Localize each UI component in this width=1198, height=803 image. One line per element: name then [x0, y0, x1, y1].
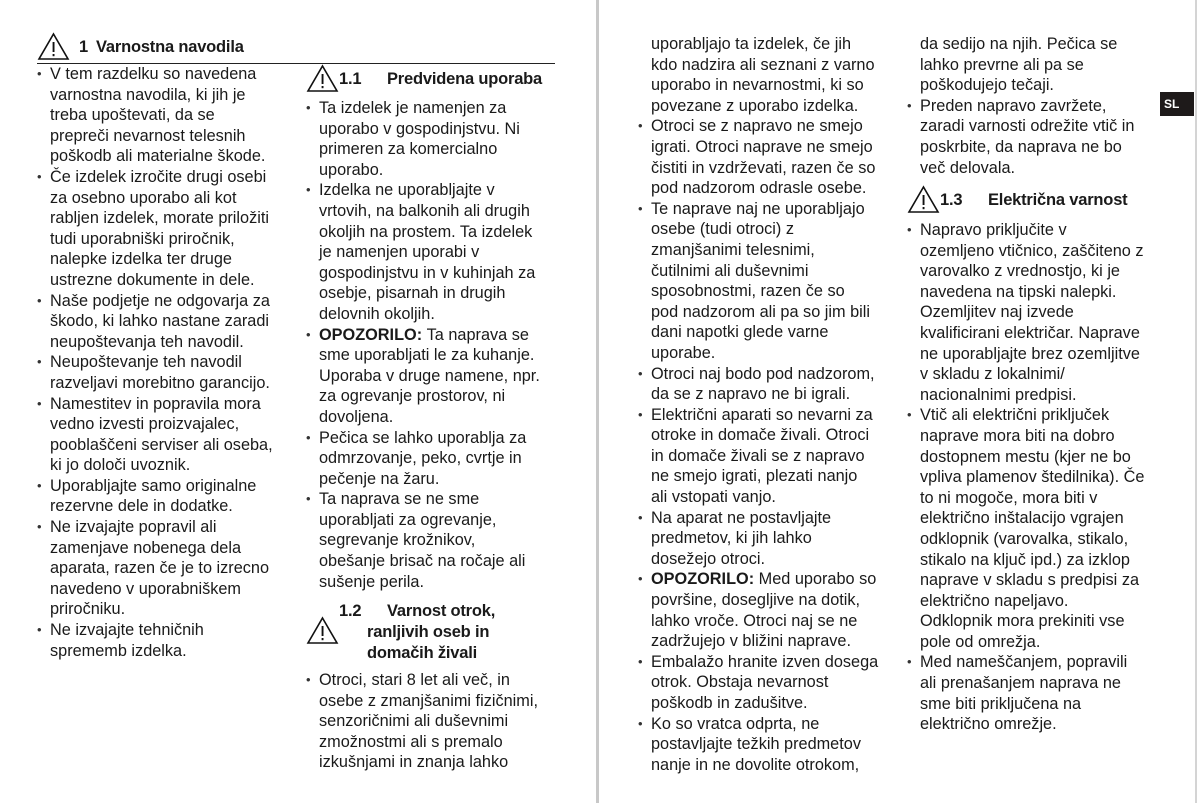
- text-line: vrtovih, na balkonih ali drugih: [319, 201, 530, 220]
- text-line: lahko prevrne ali pa se: [920, 55, 1084, 74]
- text-line: nanje in ne dovolite otrokom,: [651, 755, 860, 774]
- warning-icon: [306, 64, 339, 93]
- text-line: Če izdelek izročite drugi osebi: [50, 167, 267, 186]
- text-line: čistiti in vzdrževati, razen če so: [651, 158, 876, 177]
- text-line: sušenje perila.: [319, 572, 424, 591]
- text-line: Otroci naj bodo pod nadzorom,: [651, 364, 875, 383]
- list-item: [305, 180, 560, 324]
- text-line: Embalažo hranite izven dosega: [651, 652, 879, 671]
- warning-label: OPOZORILO:: [319, 325, 427, 344]
- text-line: obešanje brisač na ročaje ali: [319, 552, 526, 571]
- list-item: [36, 620, 296, 661]
- column-4: [906, 34, 1166, 178]
- text-line: Ta izdelek je namenjen za: [319, 99, 507, 117]
- text-line: pečenje na žaru.: [319, 469, 440, 488]
- text-line: sprememb izdelka.: [50, 641, 187, 660]
- text-line: navedena na tipski nalepki.: [920, 282, 1117, 301]
- text-line: dosežejo otroci.: [651, 549, 766, 568]
- text-line: uporabo in nevarnostmi, ki so: [651, 76, 864, 95]
- section-title-line: ranljivih oseb in: [367, 623, 490, 641]
- text-line: to ni mogoče, mora biti v: [920, 488, 1098, 507]
- section-1-2-list-a: [305, 670, 560, 773]
- text-line: uporabo v gospodinjstvu. Ni: [319, 119, 520, 138]
- text-line: rezervne dele in dodatke.: [50, 497, 233, 516]
- text-line: pooblaščeni serviser ali oseba,: [50, 435, 273, 454]
- list-item: [637, 508, 897, 570]
- list-item: [906, 652, 1166, 734]
- section-title-line: Varnost otrok,: [387, 602, 496, 620]
- section-title: Predvidena uporaba: [387, 70, 543, 88]
- section-title-line: domačih živali: [367, 644, 477, 662]
- list-item: [906, 405, 1166, 652]
- text-line: postavljajte težkih predmetov: [651, 735, 861, 754]
- list-item: [305, 670, 560, 773]
- text-line: ustrezne dokumente in dele.: [50, 270, 255, 289]
- text-line: Napravo priključite v: [920, 221, 1067, 239]
- text-line: električno napeljavo.: [920, 591, 1069, 610]
- list-item: [36, 167, 296, 291]
- text-line: predmetov, ki jih lahko: [651, 529, 812, 548]
- text-line: ali prenašanjem naprava ne: [920, 674, 1121, 693]
- text-line: gospodinjstvu in v kuhinjah za: [319, 263, 536, 282]
- list-item: [906, 34, 1166, 96]
- text-line: Pečica se lahko uporablja za: [319, 428, 527, 447]
- list-item: [305, 98, 560, 180]
- text-line: Otroci, stari 8 let ali več, in: [319, 671, 510, 689]
- text-line: kvalificirani električar. Naprave: [920, 323, 1140, 342]
- text-line: uporabljati za ogrevanje,: [319, 510, 497, 529]
- section-number: 1.2: [339, 602, 362, 620]
- text-line: otrok. Obstaja nevarnost: [651, 673, 829, 692]
- list-item: [637, 34, 897, 116]
- warning-icon: [907, 185, 940, 214]
- text-line: zmožnostmi ali s premalo: [319, 732, 503, 751]
- list-item: [36, 517, 296, 620]
- column-2: [305, 98, 560, 592]
- text-line: dovoljena.: [319, 407, 394, 426]
- text-line: poškodb in zadušitve.: [651, 694, 808, 712]
- text-line: pod nadzorom ali pa so jim bili: [651, 302, 871, 321]
- page-divider: [596, 0, 599, 803]
- section-1-3-heading: [907, 185, 1157, 215]
- text-line: Uporaba v druge namene, npr.: [319, 366, 540, 385]
- text-line: Vtič ali električni priključek: [920, 406, 1110, 425]
- text-line: Med nameščanjem, popravili: [920, 653, 1128, 672]
- text-line: Uporabljajte samo originalne: [50, 476, 257, 495]
- text-line: stikalo na ključ ipd.) za izklop: [920, 550, 1130, 569]
- text-line: osebje, pisarnah in drugih: [319, 284, 506, 303]
- text-line: uporabo.: [319, 160, 384, 179]
- text-line: igrati. Otroci naprave ne smejo: [651, 137, 873, 156]
- list-item: [906, 220, 1166, 405]
- text-line: varovalko z vrednostjo, ki je: [920, 262, 1120, 281]
- text-line: poškodujejo tečaji.: [920, 76, 1054, 95]
- page-edge: [1195, 0, 1197, 803]
- warning-icon: [306, 616, 339, 645]
- text-line: izkušnjami in znanja lahko: [319, 753, 509, 772]
- text-line: zaradi varnosti odrežite vtič in: [920, 117, 1135, 136]
- text-line: primeren za komercialno: [319, 140, 498, 159]
- text-line: poškodb ali materialne škode.: [50, 147, 266, 166]
- list-item: [637, 116, 897, 198]
- text-line: Odklopnik mora prekiniti vse: [920, 612, 1125, 631]
- section-1-1-list: [305, 98, 560, 592]
- text-line: zmanjšanimi telesnimi,: [651, 240, 815, 259]
- text-line: uporabljajo ta izdelek, če jih: [651, 35, 852, 53]
- list-item: [36, 352, 296, 393]
- text-line: rabljen izdelek, morate priložiti: [50, 209, 269, 228]
- warning-label: OPOZORILO:: [651, 570, 759, 589]
- section-number: 1.1: [339, 70, 362, 88]
- text-line: več delovala.: [920, 158, 1016, 177]
- text-line: zadržujejo v bližini naprave.: [651, 632, 852, 651]
- list-item: [637, 199, 897, 364]
- text-line: Preden napravo zavržete,: [920, 96, 1107, 115]
- text-line: sme uporabljati le za kuhanje.: [319, 346, 535, 365]
- section-number: 1.3: [940, 191, 963, 209]
- text-line: Ta naprava se ne sme: [319, 490, 480, 509]
- text-line: vedno izvesti proizvajalec,: [50, 415, 240, 434]
- text-line: da sedijo na njih. Pečica se: [920, 35, 1118, 53]
- list-item: [305, 489, 560, 592]
- text-line: in domače živali se z napravo: [651, 446, 865, 465]
- text-line: naprave v skladu s predpisi za: [920, 571, 1140, 590]
- text-line: tudi uporabniški priročnik,: [50, 229, 235, 248]
- text-line: delovnih okoljih.: [319, 304, 435, 323]
- text-line: ali vstopati vanjo.: [651, 488, 776, 507]
- text-line: senzoričnimi ali duševnimi: [319, 712, 509, 731]
- list-item: [36, 476, 296, 517]
- section-1-3-list: [906, 220, 1166, 735]
- section-1-1-heading: [306, 64, 556, 94]
- text-line: pole od omrežja.: [920, 632, 1041, 651]
- list-item: [637, 652, 897, 714]
- text-line: odklopnik (varovalka, stikalo,: [920, 529, 1129, 548]
- section-1-2-list-b: [637, 34, 897, 775]
- list-item: [637, 405, 897, 508]
- text-line: Električni aparati so nevarni za: [651, 405, 873, 424]
- text-line: Ozemljitev naj izvede: [920, 303, 1074, 322]
- text-line: električno inštalacijo vgrajen: [920, 509, 1124, 528]
- text-line: nacionalnimi predpisi.: [920, 385, 1077, 404]
- section-1-list: [36, 64, 296, 661]
- text-line: varnostna navodila, ki jih je: [50, 85, 246, 104]
- text-line: Namestitev in popravila mora: [50, 394, 261, 413]
- list-item: [637, 569, 897, 651]
- text-line: otroke in domače živali. Otroci: [651, 426, 870, 445]
- section-1-heading: [37, 32, 555, 64]
- text-line: pod nadzorom odrasle osebe.: [651, 179, 867, 198]
- text-line: naprave mora biti na dobro: [920, 426, 1115, 445]
- text-line: okoljih na prostem. Ta izdelek: [319, 222, 533, 241]
- text-line: povezane z uporabo izdelka.: [651, 96, 859, 115]
- text-line: sposobnostmi, razen če so: [651, 282, 845, 301]
- text-line: Med uporabo so: [758, 570, 877, 589]
- list-item: [305, 428, 560, 490]
- text-line: osebe (tudi otroci) z: [651, 220, 794, 239]
- list-item: [305, 325, 560, 428]
- section-1-2-heading: [306, 600, 556, 664]
- text-line: uporabe.: [651, 343, 716, 362]
- text-line: osebe z zmanjšanimi fizičnimi,: [319, 691, 538, 710]
- column-2-continued: [305, 670, 560, 773]
- text-line: prepreči nevarnost telesnih: [50, 126, 246, 145]
- list-item: [906, 96, 1166, 178]
- text-line: sme biti priključena na: [920, 694, 1082, 713]
- section-1-2-list-c: [906, 34, 1166, 178]
- text-line: segrevanje krožnikov,: [319, 531, 476, 550]
- text-line: neupoštevanja teh navodil.: [50, 332, 244, 351]
- text-line: ne uporabljajte brez ozemljitve: [920, 344, 1140, 363]
- text-line: Ko so vratca odprta, ne: [651, 714, 820, 733]
- text-line: dostopnem mestu (kjer ne bo: [920, 447, 1131, 466]
- text-line: vpliva plamenov štedilnika). Če: [920, 468, 1145, 487]
- section-number: 1: [79, 38, 88, 56]
- text-line: aparata, razen če je to izrecno: [50, 559, 270, 578]
- list-item: [637, 364, 897, 405]
- text-line: Ne izvajajte popravil ali: [50, 518, 217, 537]
- text-line: da se z napravo ne bi igrali.: [651, 385, 851, 404]
- text-line: škodo, ki lahko nastane zaradi: [50, 312, 270, 331]
- text-line: Neupoštevanje teh navodil: [50, 353, 242, 372]
- text-line: navedeno v uporabniškem: [50, 579, 241, 598]
- section-1-title: [79, 38, 244, 57]
- text-line: ozemljeno vtičnico, zaščiteno z: [920, 241, 1144, 260]
- text-line: za osebno uporabo ali kot: [50, 188, 237, 207]
- text-line: Ta naprava se: [426, 325, 529, 344]
- text-line: je namenjen uporabi v: [319, 243, 480, 262]
- list-item: [36, 64, 296, 167]
- text-line: čutilnimi ali duševnimi: [651, 261, 809, 280]
- section-title: Varnostna navodila: [95, 38, 244, 56]
- text-line: nalepke izdelka ter druge: [50, 250, 232, 269]
- column-4-continued: [906, 220, 1166, 735]
- text-line: lahko vroče. Otroci naj se ne: [651, 611, 858, 630]
- text-line: Na aparat ne postavljajte: [651, 508, 832, 527]
- text-line: V tem razdelku so navedena: [50, 65, 257, 83]
- list-item: [36, 291, 296, 353]
- text-line: električno omrežje.: [920, 715, 1057, 734]
- list-item: [637, 714, 897, 776]
- text-line: zamenjave nobenega dela: [50, 538, 242, 557]
- text-line: poskrbite, da naprava ne bo: [920, 137, 1122, 156]
- text-line: kdo nadzira ali seznani z varno: [651, 55, 875, 74]
- language-tab: SL: [1160, 92, 1194, 116]
- text-line: ne smejo igrati, plezati nanjo: [651, 467, 858, 486]
- column-3: [637, 34, 897, 775]
- text-line: za ogrevanje prostorov, ni: [319, 387, 506, 406]
- text-line: v skladu z lokalnimi/: [920, 365, 1065, 384]
- list-item: [36, 394, 296, 476]
- text-line: priročniku.: [50, 600, 126, 619]
- text-line: odmrzovanje, peko, cvrtje in: [319, 449, 522, 468]
- text-line: ki jo določi uvoznik.: [50, 456, 191, 475]
- text-line: površine, dosegljive na dotik,: [651, 591, 861, 610]
- section-title: Električna varnost: [988, 191, 1128, 209]
- text-line: razveljavi morebitno garancijo.: [50, 373, 270, 392]
- text-line: Te naprave naj ne uporabljajo: [651, 199, 865, 218]
- text-line: Naše podjetje ne odgovarja za: [50, 291, 270, 310]
- text-line: Ne izvajajte tehničnih: [50, 621, 204, 640]
- text-line: treba upoštevati, da se: [50, 106, 215, 125]
- text-line: Izdelka ne uporabljajte v: [319, 181, 495, 200]
- text-line: Otroci se z napravo ne smejo: [651, 117, 863, 136]
- text-line: dani napotki glede varne: [651, 323, 829, 342]
- warning-icon: [37, 32, 70, 61]
- column-1: [36, 64, 296, 661]
